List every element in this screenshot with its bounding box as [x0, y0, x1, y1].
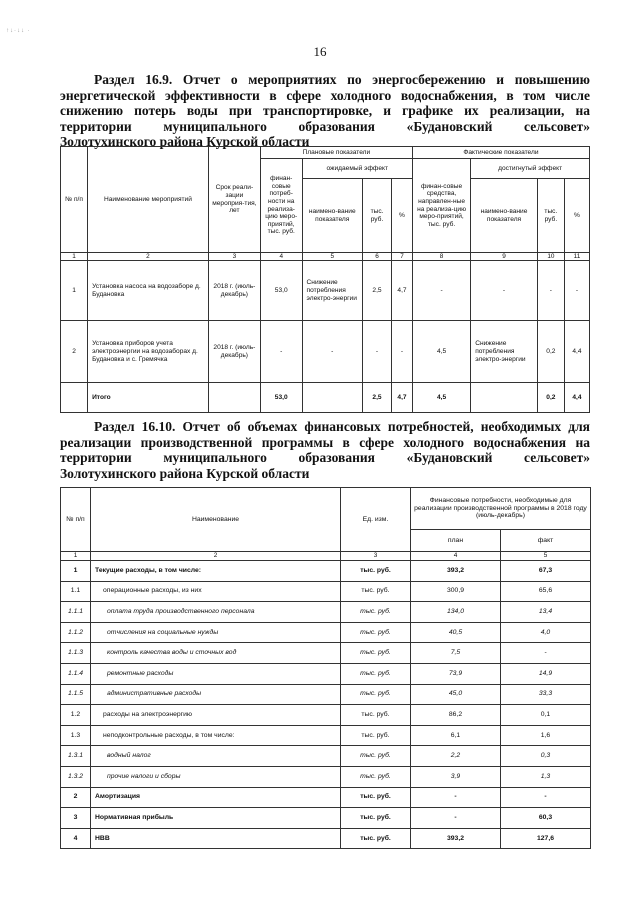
header-fin-group: Финансовые потребности, необходимые для реализации производственной программы в 2018 году (июль-декабрь) — [411, 488, 591, 530]
row-num: 3 — [61, 808, 91, 829]
column-number: 3 — [341, 552, 411, 561]
row-unit: тыс. руб. — [341, 581, 411, 602]
row-num: 1.3.1 — [61, 746, 91, 767]
table-row — [61, 663, 591, 684]
row-unit: тыс. руб. — [341, 705, 411, 726]
row-num: 1 — [61, 561, 91, 582]
row-fact-eff-name: Снижение потребления электро-энергии — [471, 321, 538, 383]
header-term: Срок реали-зации мероприя-тия, лет — [208, 147, 260, 253]
row-unit: тыс. руб. — [341, 663, 411, 684]
section-16-10-heading — [60, 419, 590, 481]
header-unit: Ед. изм. — [341, 488, 411, 552]
heading-line: энергетической эффективности в сфере холодного водоснабжения, в том числе — [60, 87, 590, 103]
row-term: 2018 г. (июль-декабрь) — [208, 261, 260, 321]
column-number: 2 — [88, 253, 209, 261]
row-num: 1.1.2 — [61, 622, 91, 643]
header-plan-eff-rub: тыс. руб. — [362, 179, 391, 253]
column-number: 4 — [411, 552, 501, 561]
row-num: 1.1.4 — [61, 663, 91, 684]
row-name: Текущие расходы, в том числе: — [91, 561, 341, 582]
row-fact: 14,9 — [501, 663, 591, 684]
page-number: 16 — [313, 44, 327, 59]
column-number: 5 — [501, 552, 591, 561]
row-name: отчисления на социальные нужды — [91, 622, 341, 643]
total-plan-fin: 53,0 — [260, 383, 302, 413]
header-plan-eff-name: наимено-вание показателя — [302, 179, 362, 253]
table-row — [61, 787, 591, 808]
header-fact-group: Фактические показатели — [412, 147, 589, 159]
row-fact: 1,6 — [501, 725, 591, 746]
row-name: Установка приборов учета электроэнергии на водозаборах д. Будановка и с. Гремячка — [88, 321, 209, 383]
row-fact-eff-rub: - — [537, 261, 564, 321]
row-fact-eff-name: - — [471, 261, 538, 321]
row-plan-eff-pct: - — [392, 321, 413, 383]
table-row — [61, 622, 591, 643]
total-fact-eff-name-cell — [471, 383, 538, 413]
header-num: № п/п — [61, 488, 91, 552]
row-num: 1.3 — [61, 725, 91, 746]
row-name: водный налог — [91, 746, 341, 767]
row-plan-eff-pct: 4,7 — [392, 261, 413, 321]
table-row — [61, 828, 591, 849]
total-label: Итого — [88, 383, 209, 413]
financial-needs-table — [60, 487, 591, 849]
total-fact-fin: 4,5 — [412, 383, 470, 413]
scan-mark: ↑↓·↓↓ · — [6, 28, 31, 34]
header-plan: план — [411, 530, 501, 552]
row-plan: 6,1 — [411, 725, 501, 746]
column-number: 10 — [537, 253, 564, 261]
heading-line: снижению потерь воды при транспортировке, и графике их реализации, на — [60, 103, 590, 118]
financial-needs-rows — [61, 561, 591, 849]
table-row — [61, 684, 591, 705]
column-numbers-row — [61, 253, 590, 261]
total-plan-eff-rub: 2,5 — [362, 383, 391, 413]
row-plan: 3,9 — [411, 766, 501, 787]
row-fact: 1,3 — [501, 766, 591, 787]
row-unit: тыс. руб. — [341, 746, 411, 767]
table-row — [61, 808, 591, 829]
heading-line: Золотухинского района Курской области — [60, 134, 310, 149]
row-unit: тыс. руб. — [341, 622, 411, 643]
table-row — [61, 602, 591, 623]
row-unit: тыс. руб. — [341, 808, 411, 829]
row-fact: - — [501, 787, 591, 808]
row-unit: тыс. руб. — [341, 725, 411, 746]
row-num: 2 — [61, 787, 91, 808]
row-unit: тыс. руб. — [341, 643, 411, 664]
row-name: неподконтрольные расходы, в том числе: — [91, 725, 341, 746]
column-numbers-row — [61, 552, 591, 561]
header-name: Наименование — [91, 488, 341, 552]
table-row — [61, 581, 591, 602]
table-row — [61, 261, 590, 321]
header-plan-fin: финан-совые потреб-ности на реализа-цию меро-приятий, тыс. руб. — [260, 159, 302, 253]
row-name: расходы на электроэнергию — [91, 705, 341, 726]
row-plan: 40,5 — [411, 622, 501, 643]
row-plan: - — [411, 808, 501, 829]
header-name: Наименование мероприятий — [88, 147, 209, 253]
row-unit: тыс. руб. — [341, 766, 411, 787]
row-name: операционные расходы, из них — [91, 581, 341, 602]
column-number: 1 — [61, 552, 91, 561]
row-num: 1 — [61, 261, 88, 321]
row-fact: 33,3 — [501, 684, 591, 705]
row-fact: 67,3 — [501, 561, 591, 582]
column-number: 7 — [392, 253, 413, 261]
row-plan: 2,2 — [411, 746, 501, 767]
header-fact-effect: достигнутый эффект — [471, 159, 590, 179]
table-row — [61, 321, 590, 383]
row-plan: 73,9 — [411, 663, 501, 684]
row-fact-eff-rub: 0,2 — [537, 321, 564, 383]
row-fact: 13,4 — [501, 602, 591, 623]
column-number: 8 — [412, 253, 470, 261]
section-16-9-heading — [60, 72, 590, 150]
total-num-cell — [61, 383, 88, 413]
row-plan: - — [411, 787, 501, 808]
row-fact-fin: - — [412, 261, 470, 321]
column-number: 3 — [208, 253, 260, 261]
column-number: 2 — [91, 552, 341, 561]
row-fact: 127,6 — [501, 828, 591, 849]
table-row — [61, 643, 591, 664]
row-plan-eff-rub: 2,5 — [362, 261, 391, 321]
row-num: 1.3.2 — [61, 766, 91, 787]
total-row — [61, 383, 590, 413]
row-plan: 393,2 — [411, 561, 501, 582]
row-plan-fin: 53,0 — [260, 261, 302, 321]
row-fact-eff-pct: 4,4 — [564, 321, 589, 383]
table-row — [61, 705, 591, 726]
row-name: прочие налоги и сборы — [91, 766, 341, 787]
row-unit: тыс. руб. — [341, 561, 411, 582]
header-fact-eff-rub: тыс. руб. — [537, 179, 564, 253]
row-fact-fin: 4,5 — [412, 321, 470, 383]
total-plan-eff-name-cell — [302, 383, 362, 413]
row-plan: 45,0 — [411, 684, 501, 705]
row-plan: 7,5 — [411, 643, 501, 664]
row-plan-eff-name: Снижение потребления электро-энергии — [302, 261, 362, 321]
row-num: 1.1.5 — [61, 684, 91, 705]
header-plan-group: Плановые показатели — [260, 147, 412, 159]
header-fact-fin: финан-совые средства, направлен-ные на реализа-цию меро-приятий, тыс. руб. — [412, 159, 470, 253]
row-name: ремонтные расходы — [91, 663, 341, 684]
row-unit: тыс. руб. — [341, 787, 411, 808]
row-num: 1.1.3 — [61, 643, 91, 664]
header-plan-effect: ожидаемый эффект — [302, 159, 412, 179]
row-term: 2018 г. (июль-декабрь) — [208, 321, 260, 383]
row-fact: 0,3 — [501, 746, 591, 767]
column-number: 9 — [471, 253, 538, 261]
row-plan-fin: - — [260, 321, 302, 383]
row-fact: 60,3 — [501, 808, 591, 829]
energy-saving-report-table — [60, 146, 590, 413]
row-num: 4 — [61, 828, 91, 849]
heading-line: Раздел 16.10. Отчет об объемах финансовых потребностей, необходимых для — [94, 419, 590, 434]
row-name: административные расходы — [91, 684, 341, 705]
row-plan: 300,9 — [411, 581, 501, 602]
total-fact-eff-rub: 0,2 — [537, 383, 564, 413]
header-fact: факт — [501, 530, 591, 552]
row-name: НВВ — [91, 828, 341, 849]
heading-line: Золотухинского района Курской области — [60, 465, 310, 481]
heading-line: территории муниципального образования «Будановский сельсовет» — [60, 118, 590, 134]
row-plan: 86,2 — [411, 705, 501, 726]
column-number: 4 — [260, 253, 302, 261]
heading-line: Раздел 16.9. Отчет о мероприятиях по энергосбережению и повышению — [94, 72, 590, 87]
row-fact: 65,6 — [501, 581, 591, 602]
row-fact-eff-pct: - — [564, 261, 589, 321]
header-fact-eff-name: наимено-вание показателя — [471, 179, 538, 253]
row-fact: - — [501, 643, 591, 664]
row-plan: 393,2 — [411, 828, 501, 849]
total-term-cell — [208, 383, 260, 413]
row-plan: 134,0 — [411, 602, 501, 623]
row-name: контроль качества воды и сточных вод — [91, 643, 341, 664]
table-row — [61, 561, 591, 582]
row-plan-eff-rub: - — [362, 321, 391, 383]
total-fact-eff-pct: 4,4 — [564, 383, 589, 413]
table-row — [61, 766, 591, 787]
row-name: Нормативная прибыль — [91, 808, 341, 829]
header-num: № п/п — [61, 147, 88, 253]
row-unit: тыс. руб. — [341, 828, 411, 849]
column-number: 6 — [362, 253, 391, 261]
column-number: 11 — [564, 253, 589, 261]
column-number: 5 — [302, 253, 362, 261]
row-unit: тыс. руб. — [341, 602, 411, 623]
row-name: оплата труда производственного персонала — [91, 602, 341, 623]
column-number: 1 — [61, 253, 88, 261]
table-row — [61, 725, 591, 746]
row-fact: 0,1 — [501, 705, 591, 726]
row-num: 1.1 — [61, 581, 91, 602]
row-num: 2 — [61, 321, 88, 383]
row-fact: 4,0 — [501, 622, 591, 643]
row-name: Амортизация — [91, 787, 341, 808]
row-unit: тыс. руб. — [341, 684, 411, 705]
total-plan-eff-pct: 4,7 — [392, 383, 413, 413]
header-fact-eff-pct: % — [564, 179, 589, 253]
row-num: 1.1.1 — [61, 602, 91, 623]
heading-line: реализации производственной программы в сфере холодного водоснабжения на — [60, 434, 590, 450]
row-name: Установка насоса на водозаборе д. Будановка — [88, 261, 209, 321]
row-plan-eff-name: - — [302, 321, 362, 383]
table-row — [61, 746, 591, 767]
header-plan-eff-pct: % — [392, 179, 413, 253]
heading-line: территории муниципального образования «Будановский сельсовет» — [60, 450, 590, 465]
row-num: 1.2 — [61, 705, 91, 726]
